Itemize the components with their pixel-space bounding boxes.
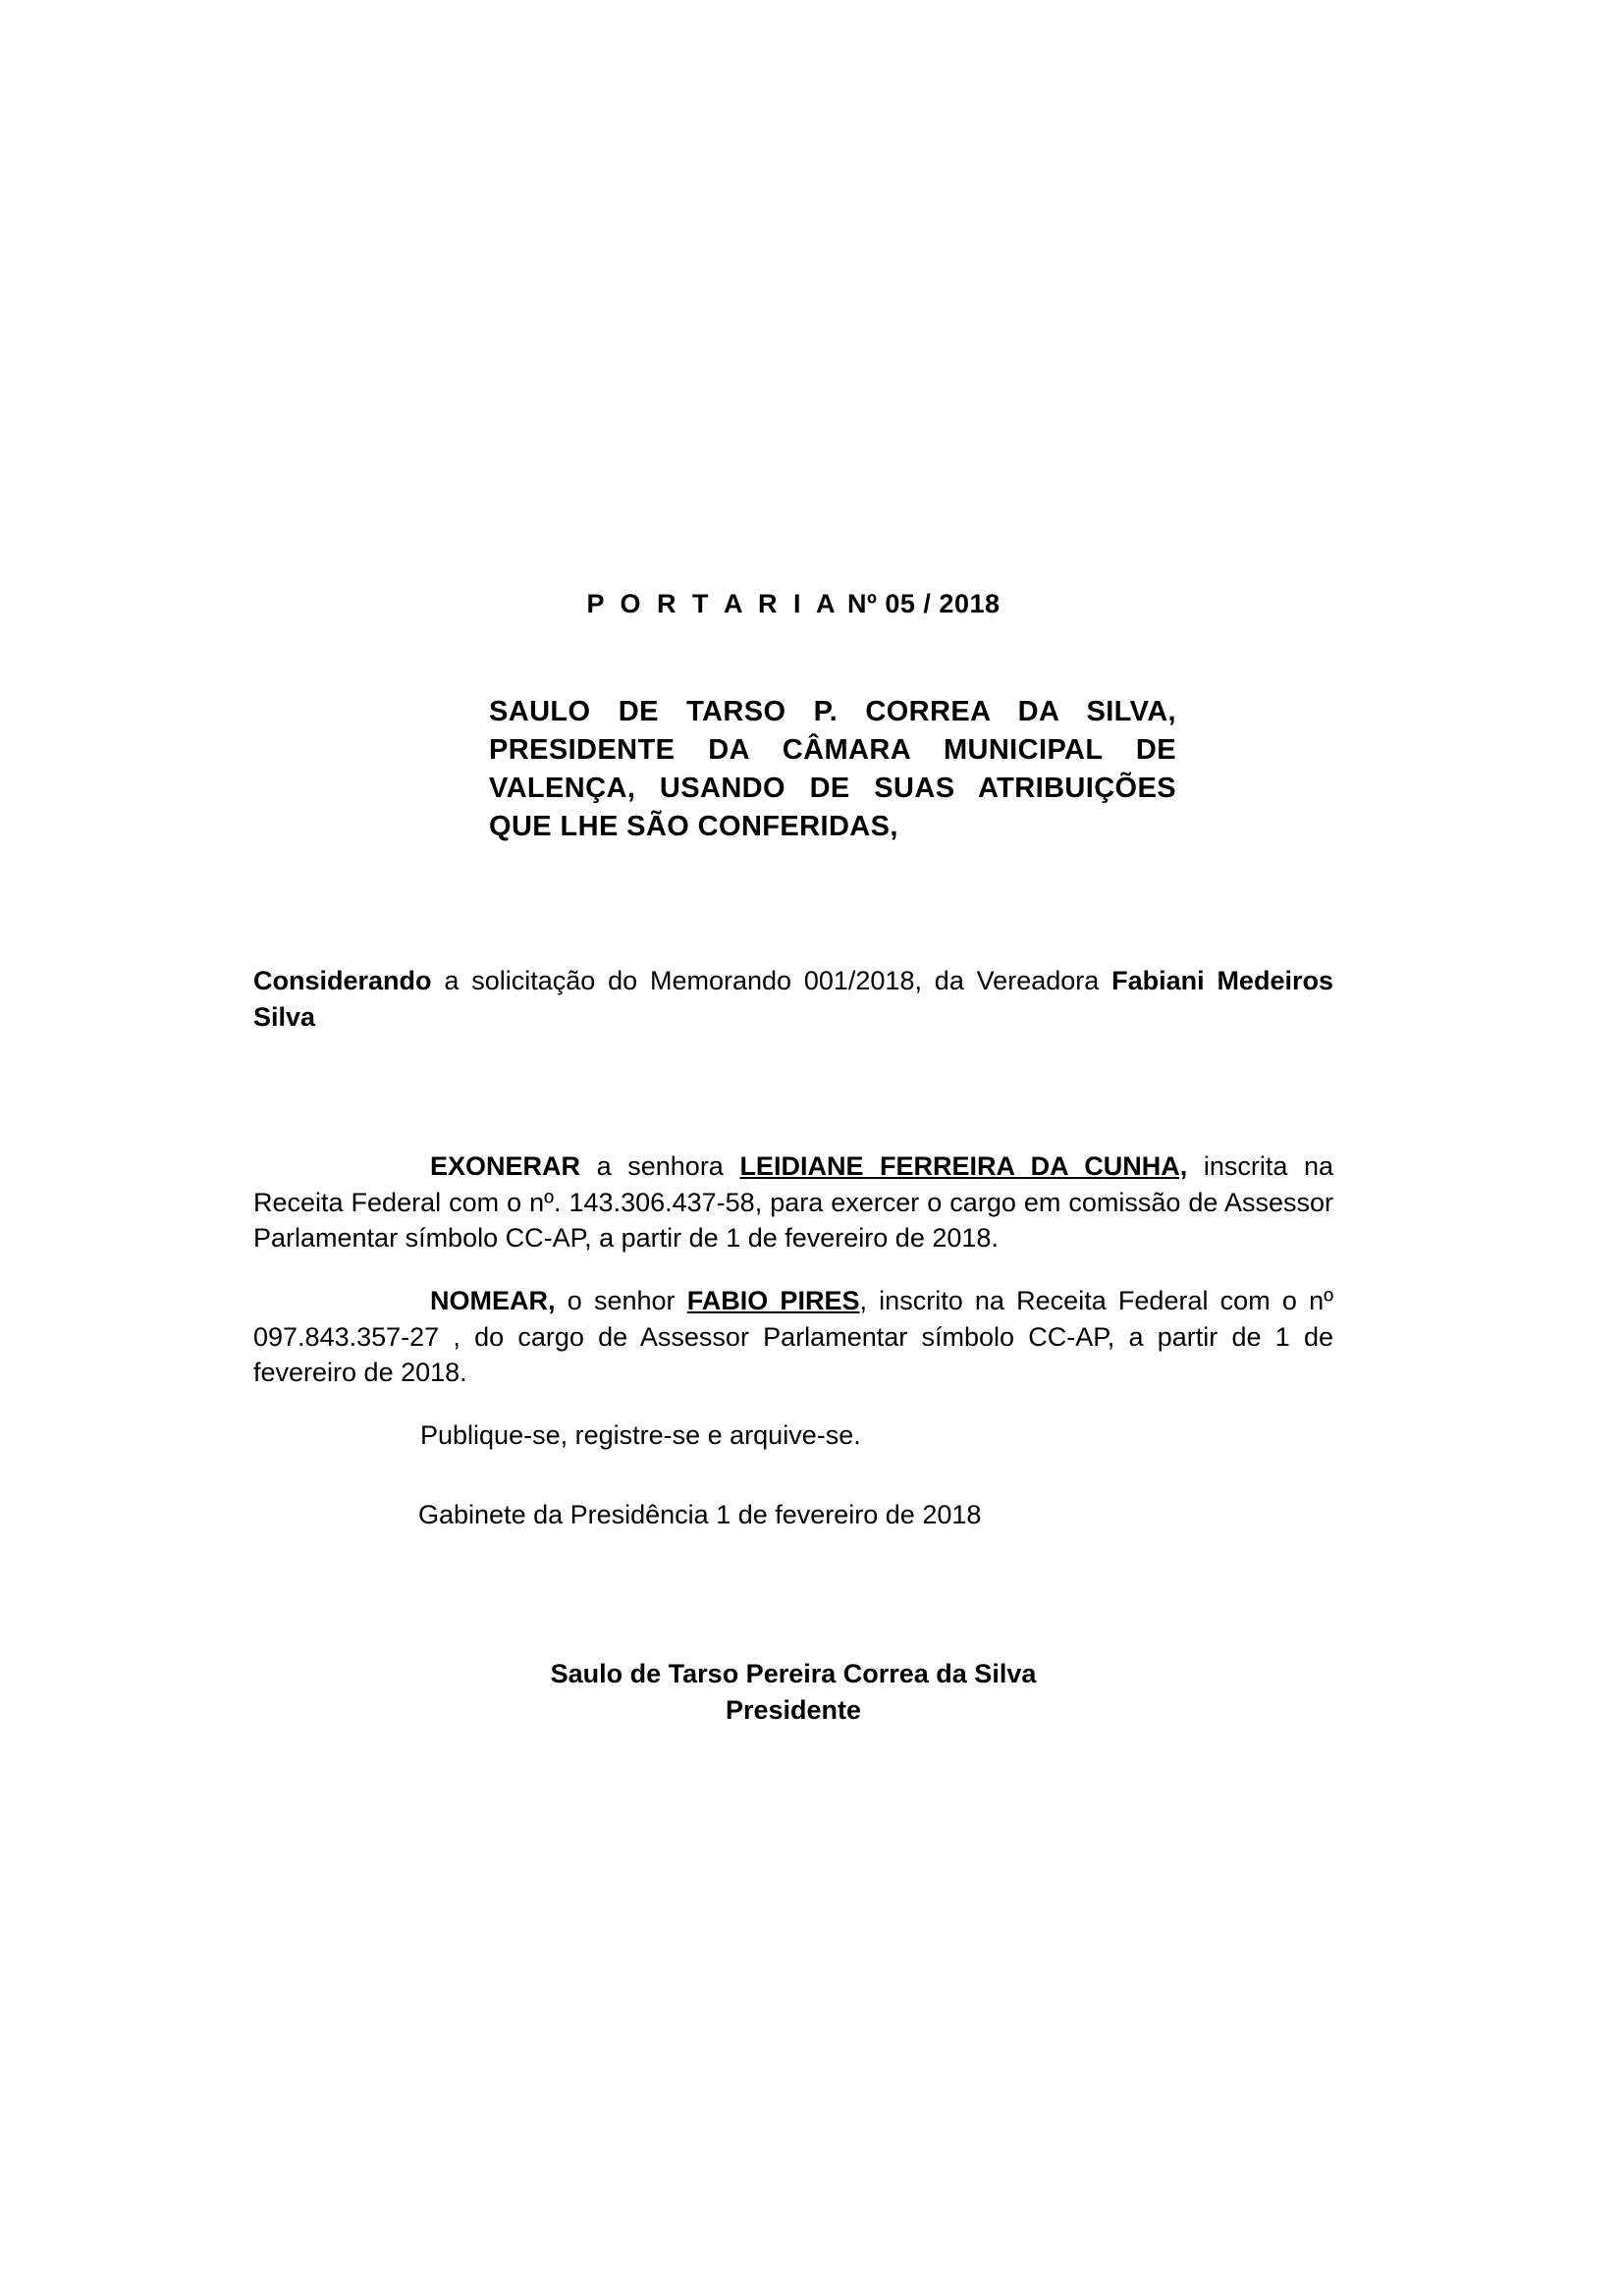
- exonerar-mid: a senhora: [580, 1150, 740, 1181]
- page-title: [253, 589, 1333, 619]
- exonerar-person-name: LEIDIANE FERREIRA DA CUNHA,: [739, 1150, 1188, 1181]
- signatory-role: Presidente: [725, 1695, 862, 1726]
- authority-heading: SAULO DE TARSO P. CORREA DA SILVA, PRESIDENTE DA CÂMARA MUNICIPAL DE VALENÇA, USANDO DE SUAS ATRIBUIÇÕES QUE LHE SÃO CONFERIDAS,: [489, 696, 1176, 842]
- nomear-text: , inscrito na Receita Federal com o nº 097.843.357-27 , do cargo de Assessor Parlamentar símbolo CC-AP, a partir de 1 de fevereiro de 2018.: [253, 1286, 1334, 1388]
- document-body: [253, 589, 1333, 1730]
- considerando-text: a solicitação do Memorando 001/2018, da Vereadora: [431, 966, 1112, 996]
- nomear-mid: o senhor: [555, 1286, 687, 1316]
- considerando-paragraph: [253, 963, 1333, 1035]
- considerando-label: Considerando: [253, 966, 432, 996]
- signature-block: [253, 1656, 1333, 1731]
- page-title-prefix: P O R T A R I A: [586, 589, 840, 618]
- exonerar-text: inscrita na Receita Federal com o nº. 143.306.437-58, para exercer o cargo em comissão de Assessor Parlamentar símbolo CC-AP, a partir de 1 de fevereiro de 2018.: [253, 1150, 1334, 1254]
- nomear-verb: NOMEAR,: [430, 1286, 556, 1316]
- signatory-name: Saulo de Tarso Pereira Correa da Silva: [550, 1658, 1037, 1688]
- page-title-number: Nº 05 / 2018: [847, 589, 1001, 618]
- exonerar-paragraph: [253, 1148, 1333, 1256]
- gabinete-line: Gabinete da Presidência 1 de fevereiro de 2018: [418, 1499, 982, 1529]
- nomear-person-name: FABIO PIRES: [686, 1286, 860, 1316]
- exonerar-verb: EXONERAR: [430, 1150, 581, 1181]
- vereadora-name: Fabiani Medeiros Silva: [253, 966, 1333, 1033]
- nomear-paragraph: [253, 1283, 1333, 1391]
- publique-line: Publique-se, registre-se e arquive-se.: [420, 1420, 861, 1451]
